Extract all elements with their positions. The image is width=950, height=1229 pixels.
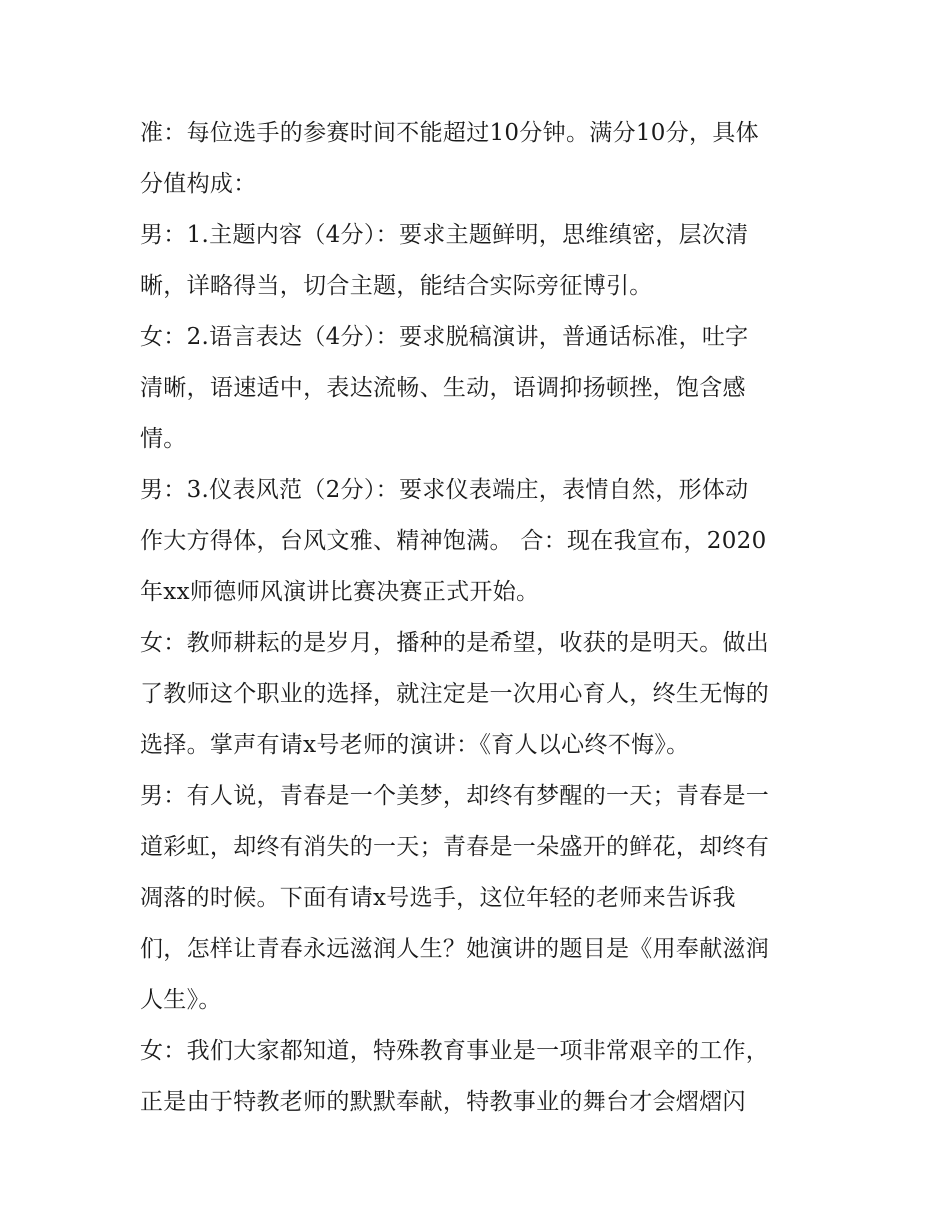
text-line: 正是由于特教老师的默默奉献，特教事业的舞台才会熠熠闪 <box>140 1089 746 1115</box>
text-line: 人生》。 <box>140 987 222 1013</box>
text-line: 作大方得体，台风文雅、精神饱满。 合：现在我宣布，2020 <box>140 528 767 554</box>
text-line: 男：3.仪表风范（2分）：要求仪表端庄，表情自然，形体动 <box>140 477 749 503</box>
text-line: 男：1.主题内容（4分）：要求主题鲜明，思维缜密，层次清 <box>140 222 749 248</box>
text-line: 情。 <box>140 426 187 452</box>
text-line: 道彩虹，却终有消失的一天；青春是一朵盛开的鲜花，却终有 <box>140 834 770 860</box>
document-body <box>140 108 820 1128</box>
text-line: 晰，详略得当，切合主题，能结合实际旁征博引。 <box>140 273 653 299</box>
text-line: 了教师这个职业的选择，就注定是一次用心育人，终生无悔的 <box>140 681 770 707</box>
text-line: 准：每位选手的参赛时间不能超过10分钟。满分10分，具体 <box>140 120 759 146</box>
text-line: 们，怎样让青春永远滋润人生？她演讲的题目是《用奉献滋润 <box>140 936 770 962</box>
text-line: 女：教师耕耘的是岁月，播种的是希望，收获的是明天。做出 <box>140 630 770 656</box>
text-line: 清晰，语速适中，表达流畅、生动，语调抑扬顿挫，饱含感 <box>140 375 746 401</box>
text-line: 女：2.语言表达（4分）：要求脱稿演讲，普通话标准，吐字 <box>140 324 749 350</box>
text-line: 男：有人说，青春是一个美梦，却终有梦醒的一天；青春是一 <box>140 783 770 809</box>
text-line: 年xx师德师风演讲比赛决赛正式开始。 <box>140 579 540 605</box>
text-line: 凋落的时候。下面有请x号选手，这位年轻的老师来告诉我 <box>140 885 736 911</box>
text-line: 选择。掌声有请x号老师的演讲：《育人以心终不悔》。 <box>140 732 690 758</box>
text-line: 女：我们大家都知道，特殊教育事业是一项非常艰辛的工作， <box>140 1038 770 1064</box>
text-line: 分值构成： <box>140 171 257 197</box>
